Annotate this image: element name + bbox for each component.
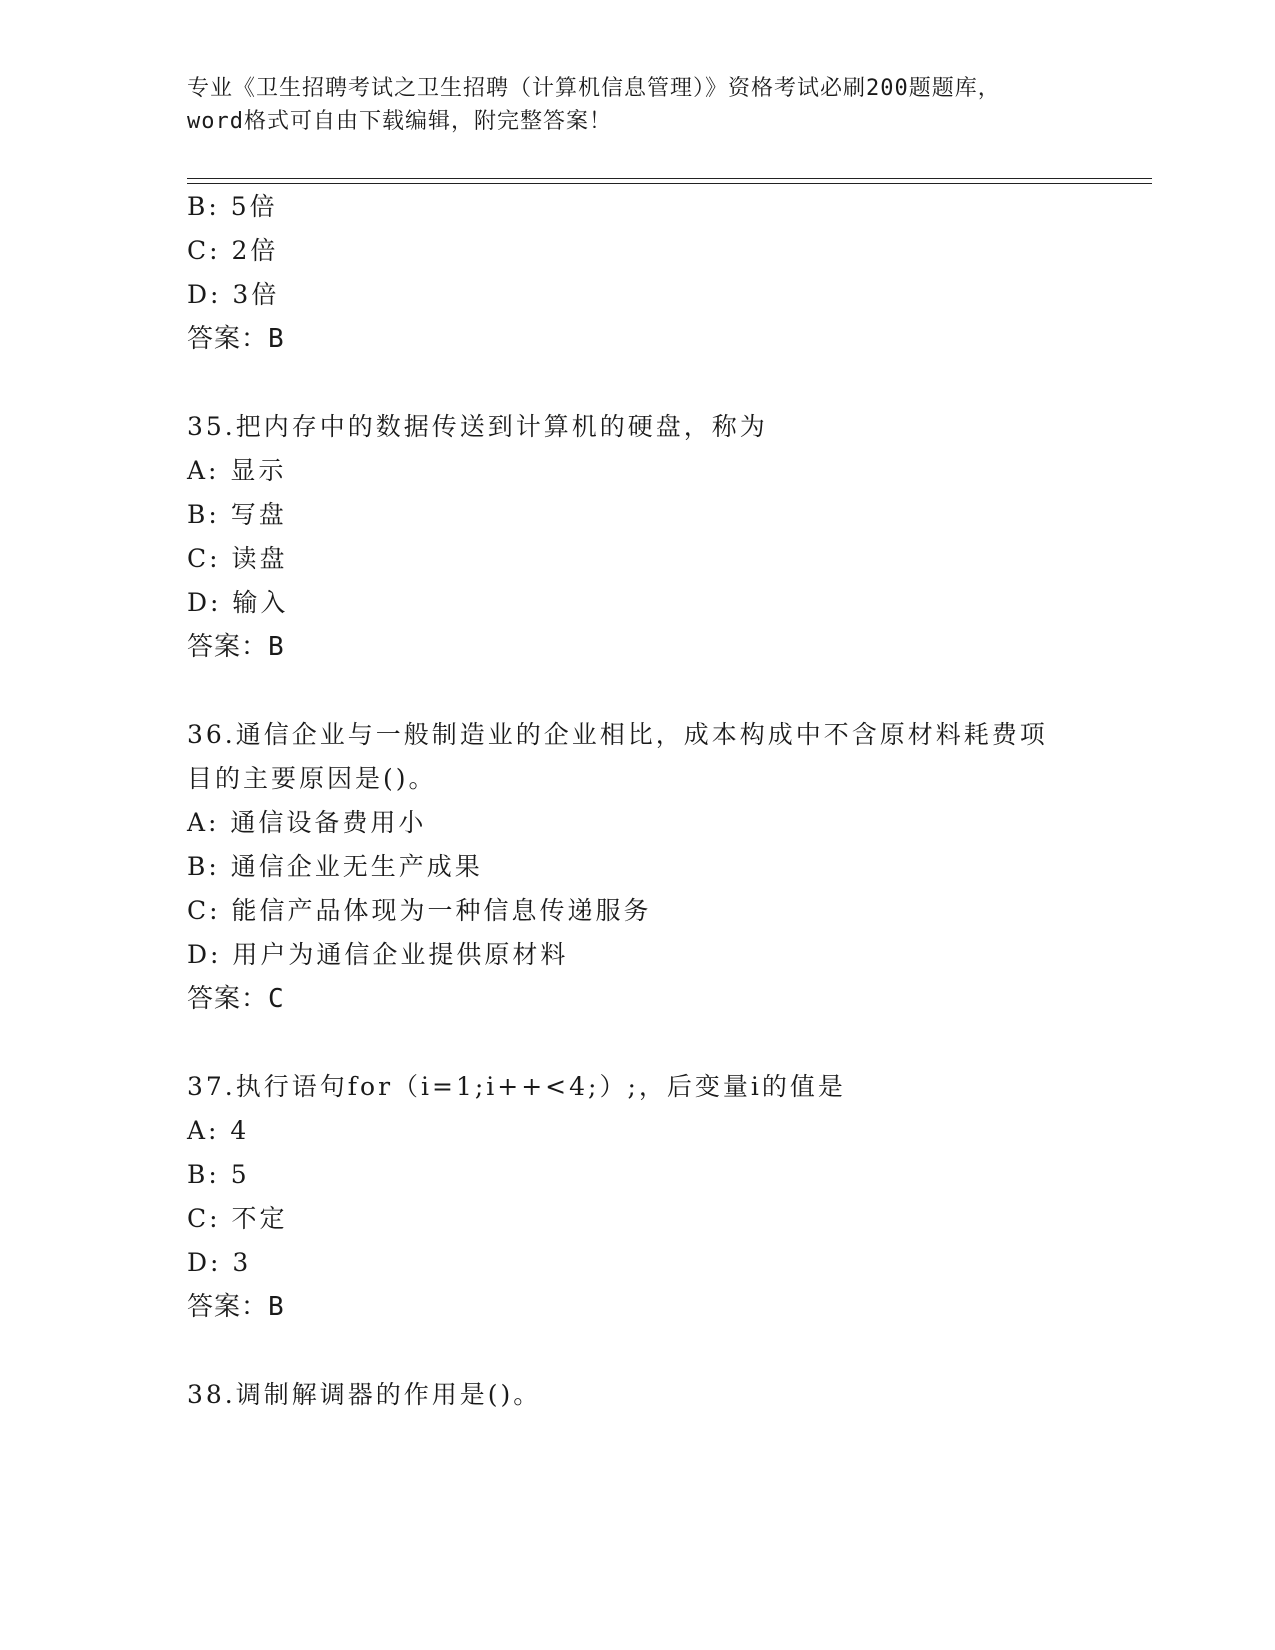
header-line-1: 专业《卫生招聘考试之卫生招聘（计算机信息管理）》资格考试必刷200题题库，	[187, 76, 1001, 101]
question-stem: 38.调制解调器的作用是()。	[187, 1380, 542, 1409]
option-a: A: 显示	[187, 456, 287, 485]
question-stem: 35.把内存中的数据传送到计算机的硬盘，称为	[187, 412, 768, 441]
option-b: B: 5	[187, 1160, 250, 1189]
option-a: A: 通信设备费用小	[187, 808, 427, 837]
option-b: B: 5倍	[187, 192, 278, 221]
document-header	[187, 72, 1087, 138]
header-divider-bottom	[187, 183, 1152, 184]
option-d: D: 用户为通信企业提供原材料	[187, 940, 569, 969]
header-divider-top	[187, 178, 1152, 179]
option-d: D: 输入	[187, 588, 289, 617]
option-d: D: 3倍	[187, 280, 280, 309]
answer: 答案：B	[187, 1292, 285, 1322]
option-a: A: 4	[187, 1116, 250, 1145]
question-stem-line-1: 36.通信企业与一般制造业的企业相比，成本构成中不含原材料耗费项	[187, 720, 1048, 749]
answer: 答案：C	[187, 984, 285, 1014]
option-c: C: 2倍	[187, 236, 279, 265]
question-stem: 37.执行语句for（i=1;i++<4;）;，后变量i的值是	[187, 1072, 846, 1101]
answer: 答案：B	[187, 324, 285, 354]
option-b: B: 通信企业无生产成果	[187, 852, 483, 881]
option-c: C: 能信产品体现为一种信息传递服务	[187, 896, 652, 925]
option-c: C: 不定	[187, 1204, 288, 1233]
header-line-2: word格式可自由下载编辑，附完整答案！	[187, 109, 612, 134]
answer: 答案：B	[187, 632, 285, 662]
question-stem-line-2: 目的主要原因是()。	[187, 764, 437, 793]
option-b: B: 写盘	[187, 500, 287, 529]
option-d: D: 3	[187, 1248, 252, 1277]
option-c: C: 读盘	[187, 544, 288, 573]
